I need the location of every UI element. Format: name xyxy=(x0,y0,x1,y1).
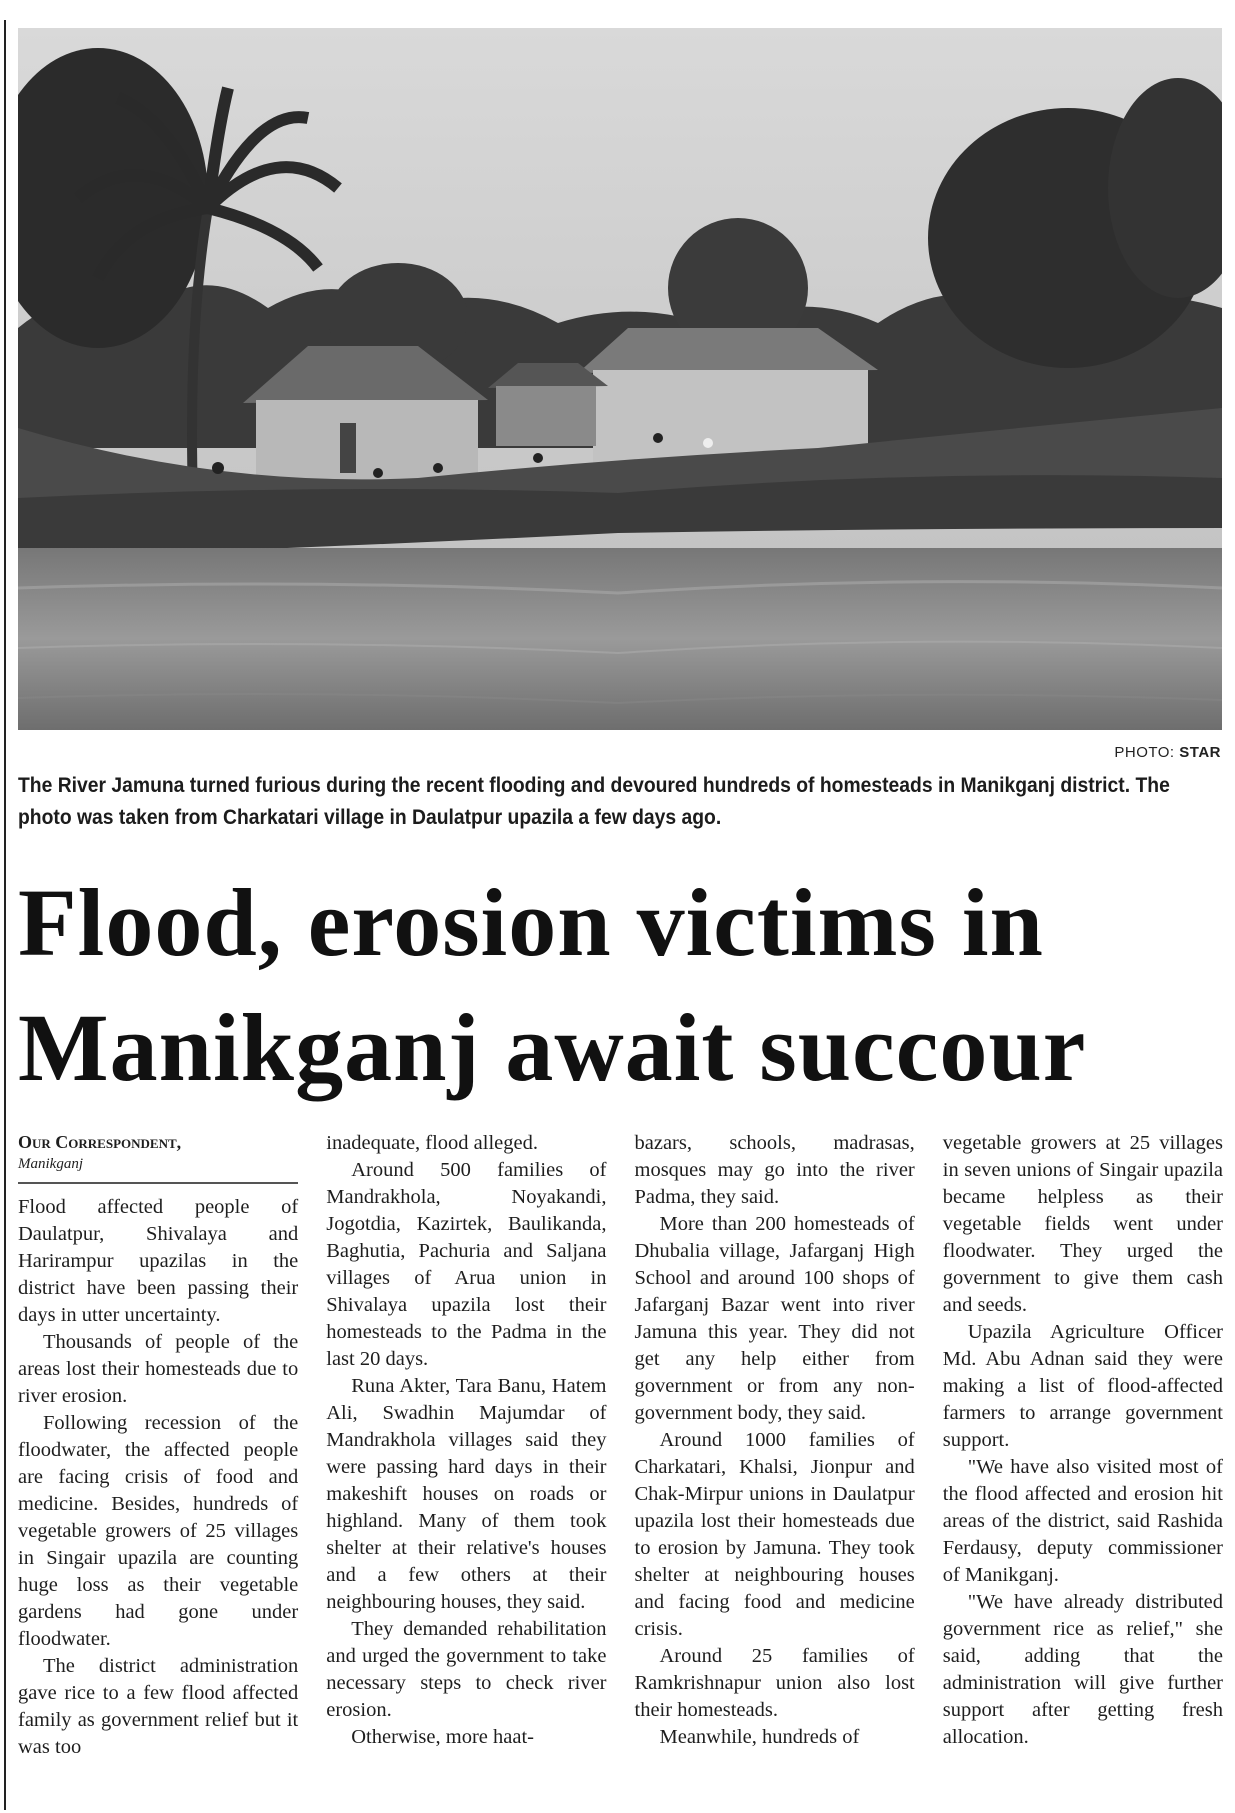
headline xyxy=(18,860,1228,1110)
paragraph: Around 1000 families of Charkatari, Khalsi, Jionpur and Chak-Mirpur unions in Daulatpur upazila lost their homesteads due to erosion by Jamuna. They took shelter at neighbouring houses and facing food and medicine crisis. xyxy=(634,1429,915,1640)
article-body xyxy=(18,1130,1223,1810)
river-village-photo xyxy=(18,28,1222,730)
page-left-rule xyxy=(4,20,6,1810)
paragraph: They demanded rehabilitation and urged the government to take necessary steps to check river erosion. xyxy=(326,1618,607,1721)
paragraph: inadequate, flood alleged. xyxy=(326,1132,538,1154)
byline-name: Our Correspondent, xyxy=(18,1132,182,1152)
paragraph: Following recession of the floodwater, the affected people are facing crisis of food and medicine. Besides, hundreds of vegetable growers of 25 villages in Singair upazila are counting huge loss as their vegetable gardens had gone under floodwater. xyxy=(18,1412,299,1650)
article-column-2 xyxy=(326,1130,606,1810)
photo-credit xyxy=(1114,744,1221,761)
paragraph: Meanwhile, hundreds of xyxy=(659,1726,860,1748)
paragraph: Around 500 families of Mandrakhola, Noyakandi, Jogotdia, Kazirtek, Baulikanda, Baghutia, Pachuria and Saljana villages of Arua union in Shivalaya upazila lost their homesteads to the Padma in the last 20 days. xyxy=(326,1159,607,1370)
paragraph: "We have also visited most of the flood affected and erosion hit areas of the district, said Rashida Ferdausy, deputy commissioner of Manikganj. xyxy=(942,1456,1223,1586)
paragraph: Around 25 families of Ramkrishnapur union also lost their homesteads. xyxy=(634,1645,915,1721)
headline-line-2: Manikganj await succour xyxy=(18,994,1087,1101)
photo-credit-source: STAR xyxy=(1179,744,1221,761)
paragraph: "We have already distributed government rice as relief," she said, adding that the administration will give further support after getting fresh allocation. xyxy=(942,1591,1223,1748)
paragraph: The district administration gave rice to a few flood affected family as government relief but it was too xyxy=(18,1655,299,1758)
byline-place: Manikganj xyxy=(18,1156,83,1172)
byline-divider xyxy=(18,1182,298,1184)
photo-credit-label: PHOTO: xyxy=(1114,744,1175,761)
paragraph: vegetable growers at 25 villages in seven unions of Singair upazila became helpless as their vegetable fields went under floodwater. They urged the government to give them cash and seeds. xyxy=(942,1132,1223,1316)
paragraph: Runa Akter, Tara Banu, Hatem Ali, Swadhin Majumdar of Mandrakhola villages said they were passing hard days in their makeshift houses on roads or highland. Many of them took shelter at their relative's houses and a few others at their neighbouring houses, they said. xyxy=(326,1375,607,1613)
paragraph: More than 200 homesteads of Dhubalia village, Jafarganj High School and around 100 shops of Jafarganj Bazar went into river Jamuna this year. They did not get any help either from government or from any non-government body, they said. xyxy=(634,1213,915,1424)
article-column-3 xyxy=(635,1130,915,1810)
article-column-1 xyxy=(18,1130,298,1810)
article-column-4 xyxy=(943,1130,1223,1810)
headline-line-1: Flood, erosion victims in xyxy=(18,869,1044,976)
paragraph: Otherwise, more haat- xyxy=(351,1726,534,1748)
news-photo xyxy=(18,28,1222,730)
paragraph: bazars, schools, madrasas, mosques may go into the river Padma, they said. xyxy=(634,1132,915,1208)
paragraph: Upazila Agriculture Officer Md. Abu Adnan said they were making a list of flood-affected farmers to arrange government support. xyxy=(942,1321,1223,1451)
paragraph: Flood affected people of Daulatpur, Shivalaya and Harirampur upazilas in the district have been passing their days in utter uncertainty. xyxy=(18,1196,299,1326)
paragraph: Thousands of people of the areas lost their homesteads due to river erosion. xyxy=(18,1331,299,1407)
photo-caption: The River Jamuna turned furious during the recent flooding and devoured hundreds of homesteads in Manikganj district. The photo was taken from Charkatari village in Daulatpur upazila a few days ago. xyxy=(18,774,1170,829)
